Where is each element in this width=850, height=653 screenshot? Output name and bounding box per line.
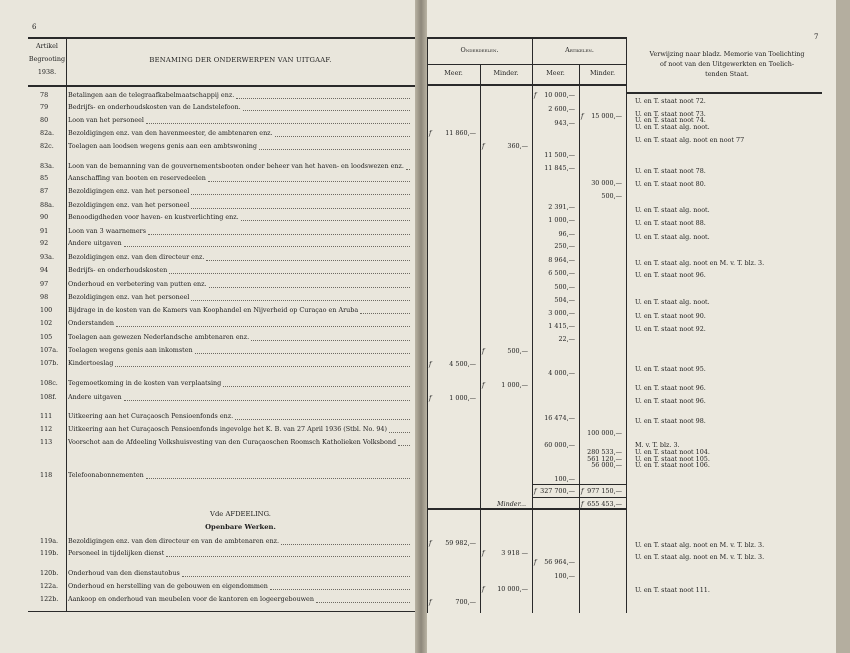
- article-description: Betalingen aan de telegraafkabelmaatschappij enz.: [68, 91, 235, 99]
- article-number: 107b.: [40, 359, 59, 367]
- amount-value: 3 918 —: [501, 549, 528, 557]
- right-header-rule: [427, 84, 627, 86]
- leader-dots: [241, 220, 410, 221]
- reference-note: U. en T. staat noot 96.: [635, 384, 706, 392]
- onderdeelen-header: Onderdeelen.: [460, 46, 499, 54]
- article-description: Toelagen aan loodsen wegens genis aan een ambtswoning: [68, 142, 257, 150]
- amount-value: 16 474,—: [544, 414, 575, 422]
- bottom-rule: [28, 611, 415, 612]
- book-gutter: [415, 0, 427, 653]
- article-description: Onderhoud van den dienstautobus: [68, 569, 180, 577]
- leader-dots: [148, 234, 410, 235]
- reference-note: U. en T. staat noot 111.: [635, 586, 710, 594]
- amount-value: 11 860,—: [445, 129, 476, 137]
- article-description: Loon van 3 waarnemers: [68, 227, 146, 235]
- verwijzing-header-line3: tenden Staat.: [705, 70, 749, 78]
- amount-value: 60 000,—: [544, 441, 575, 449]
- reference-note: U. en T. staat noot 78.: [635, 167, 706, 175]
- reference-note: U. en T. staat noot 96.: [635, 271, 706, 279]
- article-description: Voorschot aan de Afdeeling Volkshuisvesting van den Curaçaoschen Roomsch Katholieken Volksbond: [68, 438, 397, 446]
- article-number: 112: [40, 425, 53, 433]
- left-page: [0, 0, 415, 653]
- amount-value: 655 453,—: [587, 500, 622, 508]
- amount-value: 943,—: [554, 119, 575, 127]
- article-description: Andere uitgaven: [68, 393, 122, 401]
- article-number: 120b.: [40, 569, 59, 577]
- article-description: Kindertoeslag: [68, 359, 114, 367]
- article-description: Loon van de bemanning van de gouvernementsbooten onder beheer van het haven- en loodswezen enz.: [68, 162, 404, 170]
- article-description: Bezoldigingen enz. van den havenmeester, de ambtenaren enz.: [68, 129, 273, 137]
- guilder-sign: f: [534, 91, 537, 99]
- article-number: 87: [40, 187, 49, 195]
- reference-note: U. en T. staat noot 105.: [635, 455, 710, 463]
- article-description: Bezoldigingen enz. van het personeel: [68, 201, 190, 209]
- article-description: Andere uitgaven: [68, 239, 122, 247]
- leader-dots: [281, 544, 410, 545]
- article-number: 118: [40, 471, 53, 479]
- article-number: 98: [40, 293, 49, 301]
- guilder-sign: f: [429, 394, 432, 402]
- article-number: 107a.: [40, 346, 59, 354]
- article-description: Toelagen aan gewezen Nederlandsche ambtenaren enz.: [68, 333, 250, 341]
- amount-value: 2 391,—: [548, 203, 575, 211]
- article-description: Bijdrage in de kosten van de Kamers van Koophandel en Nijverheid op Curaçao en Aruba: [68, 306, 359, 314]
- guilder-sign: f: [482, 549, 485, 557]
- guilder-sign: f: [534, 487, 537, 495]
- leader-dots: [124, 400, 410, 401]
- leader-dots: [398, 445, 410, 446]
- right-top-rule: [427, 37, 627, 39]
- amount-value: 30 000,—: [591, 179, 622, 187]
- leader-dots: [146, 478, 410, 479]
- amount-value: 2 600,—: [548, 105, 575, 113]
- amount-value: 10 000,—: [544, 91, 575, 99]
- leader-dots: [270, 589, 410, 590]
- verwijzing-split-rule: [626, 37, 627, 613]
- amount-value: 327 700,—: [540, 487, 575, 495]
- article-number: 105: [40, 333, 53, 341]
- amount-value: 59 982,—: [445, 539, 476, 547]
- section-double-rule: [427, 508, 627, 510]
- header-description: BENAMING DER ONDERWERPEN VAN UITGAAF.: [149, 56, 332, 64]
- right-page: [427, 0, 840, 653]
- leader-dots: [191, 300, 410, 301]
- leader-dots: [124, 246, 410, 247]
- leader-dots: [406, 169, 410, 170]
- article-number: 119a.: [40, 537, 59, 545]
- verwijzing-header-line1: Verwijzing naar bladz. Memorie van Toelichting: [649, 50, 805, 58]
- leader-dots: [389, 432, 410, 433]
- article-description: Bedrijfs- en onderhoudskosten van de Landstelefoon.: [68, 103, 241, 111]
- article-number: 78: [40, 91, 49, 99]
- reference-note: U. en T. staat alg. noot.: [635, 298, 710, 306]
- reference-note: U. en T. staat noot 72.: [635, 97, 706, 105]
- leader-dots: [275, 136, 410, 137]
- leader-dots: [259, 149, 410, 150]
- reference-note: U. en T. staat noot 92.: [635, 325, 706, 333]
- right-page-number: 7: [814, 33, 819, 41]
- article-number: 90: [40, 213, 49, 221]
- article-number: 93a.: [40, 253, 54, 261]
- leader-dots: [191, 208, 410, 209]
- total-rule: [532, 497, 627, 498]
- article-description: Benoodigdheden voor haven- en kustverlichting enz.: [68, 213, 239, 221]
- article-number: 80: [40, 116, 49, 124]
- amount-value: 10 000,—: [497, 585, 528, 593]
- page-edge: [836, 0, 850, 653]
- amount-value: 11 845,—: [544, 164, 575, 172]
- amount-value: 280 533,—: [587, 448, 622, 456]
- amount-value: 1 415,—: [548, 322, 575, 330]
- article-number: 92: [40, 239, 49, 247]
- leader-dots: [360, 313, 410, 314]
- leader-dots: [235, 419, 410, 420]
- article-description: Telefoonabonnementen: [68, 471, 144, 479]
- header-begrooting: Begrooting: [28, 55, 66, 63]
- reference-note: U. en T. staat noot 106.: [635, 461, 710, 469]
- reference-note: U. en T. staat alg. noot.: [635, 206, 710, 214]
- article-number: 83a.: [40, 162, 54, 170]
- guilder-sign: f: [581, 500, 584, 508]
- header-bottom-rule: [28, 85, 415, 87]
- amount-value: 6 500,—: [548, 269, 575, 277]
- verwijzing-header-line2: of noot van den Uitgewerkten en Toelich-: [659, 60, 795, 68]
- leader-dots: [166, 556, 410, 557]
- amount-value: 96,—: [558, 230, 575, 238]
- header-year: 1938.: [37, 68, 57, 76]
- article-description: Bedrijfs- en onderhoudskosten: [68, 266, 168, 274]
- section-title: Vde AFDEELING.: [210, 510, 271, 518]
- amount-value: 977 150,—: [587, 487, 622, 495]
- reference-note: U. en T. staat noot 73.: [635, 110, 706, 118]
- article-number: 113: [40, 438, 53, 446]
- guilder-sign: f: [429, 539, 432, 547]
- leader-dots: [236, 98, 410, 99]
- article-number: 82a.: [40, 129, 54, 137]
- article-number: 97: [40, 280, 49, 288]
- reference-note: U. en T. staat noot 96.: [635, 397, 706, 405]
- guilder-sign: f: [581, 487, 584, 495]
- article-description: Bezoldigingen enz. van het personeel: [68, 187, 190, 195]
- leader-dots: [209, 287, 410, 288]
- article-description: Onderhoud en verbetering van putten enz.: [68, 280, 207, 288]
- article-description: Tegemoetkoming in de kosten van verplaatsing: [68, 379, 222, 387]
- amount-value: 1 000,—: [548, 216, 575, 224]
- subtotal-rule: [532, 484, 627, 485]
- leader-dots: [208, 181, 410, 182]
- verwijzing-rule: [627, 92, 822, 94]
- article-number: 108f.: [40, 393, 57, 401]
- amount-value: 8 964,—: [548, 256, 575, 264]
- subheader-rule: [427, 64, 627, 65]
- leader-dots: [182, 576, 410, 577]
- leader-dots: [195, 353, 410, 354]
- reference-note: U. en T. staat noot 98.: [635, 417, 706, 425]
- article-number: 122a.: [40, 582, 59, 590]
- amount-value: 3 000,—: [548, 309, 575, 317]
- amount-value: 100 000,—: [587, 429, 622, 437]
- ond-minder-header: Minder.: [493, 69, 519, 77]
- guilder-sign: f: [534, 558, 537, 566]
- reference-note: U. en T. staat noot 88.: [635, 219, 706, 227]
- article-number: 82c.: [40, 142, 54, 150]
- amount-value: 561 120,—: [587, 455, 622, 463]
- leader-dots: [191, 194, 410, 195]
- amount-value: 22,—: [558, 335, 575, 343]
- amount-value: 504,—: [554, 296, 575, 304]
- header-artikel: Artikel: [36, 42, 58, 50]
- art-meer-header: Meer.: [546, 69, 565, 77]
- article-number: 91: [40, 227, 49, 235]
- article-description: Uitkeering aan het Curaçaosch Pensioenfonds enz.: [68, 412, 234, 420]
- leader-dots: [251, 340, 410, 341]
- leader-dots: [223, 386, 410, 387]
- reference-note: U. en T. staat alg. noot en M. v. T. blz. 3.: [635, 541, 765, 549]
- article-number: 85: [40, 174, 49, 182]
- leader-dots: [116, 326, 410, 327]
- article-description: Onderhoud en herstelling van de gebouwen en eigendommen: [68, 582, 268, 590]
- amount-value: 4 000,—: [548, 369, 575, 377]
- amount-value: 15 000,—: [591, 112, 622, 120]
- amount-value: 1 000,—: [449, 394, 476, 402]
- amount-value: 56 000,—: [591, 461, 622, 469]
- article-description: Bezoldigingen enz. van het personeel: [68, 293, 190, 301]
- minder-total-label: Minder...: [497, 500, 527, 508]
- amount-value: 500,—: [507, 347, 528, 355]
- reference-note: U. en T. staat alg. noot en noot 77: [635, 136, 745, 144]
- article-number: 108c.: [40, 379, 58, 387]
- top-rule: [28, 37, 415, 39]
- amount-value: 250,—: [554, 242, 575, 250]
- guilder-sign: f: [429, 129, 432, 137]
- article-description: Onderstanden: [68, 319, 115, 327]
- article-description: Personeel in tijdelijken dienst: [68, 549, 165, 557]
- article-number: 100: [40, 306, 53, 314]
- guilder-sign: f: [581, 112, 584, 120]
- left-edge-rule: [427, 37, 428, 613]
- leader-dots: [169, 273, 410, 274]
- amount-value: 500,—: [554, 283, 575, 291]
- reference-note: U. en T. staat noot 90.: [635, 312, 706, 320]
- leader-dots: [243, 110, 410, 111]
- reference-note: U. en T. staat alg. noot.: [635, 123, 710, 131]
- amount-value: 11 500,—: [544, 151, 575, 159]
- amount-value: 1 000,—: [501, 381, 528, 389]
- guilder-sign: f: [482, 347, 485, 355]
- reference-note: U. en T. staat alg. noot en M. v. T. blz. 3.: [635, 259, 765, 267]
- left-page-number: 6: [32, 23, 37, 31]
- guilder-sign: f: [482, 142, 485, 150]
- article-number: 111: [40, 412, 53, 420]
- amount-value: 500,—: [601, 192, 622, 200]
- reference-note: U. en T. staat alg. noot.: [635, 233, 710, 241]
- amount-value: 56 964,—: [544, 558, 575, 566]
- article-description: Bezoldigingen enz. van den directeur enz.: [68, 253, 205, 261]
- reference-note: U. en T. staat alg. noot en M. v. T. blz. 3.: [635, 553, 765, 561]
- article-description: Loon van het personeel: [68, 116, 144, 124]
- reference-note: U. en T. staat noot 74.: [635, 116, 706, 124]
- article-description: Uitkeering aan het Curaçaosch Pensioenfonds ingevolge het K. B. van 27 April 1936 (Stbl. No. 94): [68, 425, 387, 433]
- guilder-sign: f: [482, 585, 485, 593]
- article-number: 119b.: [40, 549, 59, 557]
- article-number: 102: [40, 319, 53, 327]
- amount-value: 100,—: [554, 475, 575, 483]
- art-split-rule: [579, 64, 580, 613]
- amount-value: 100,—: [554, 572, 575, 580]
- guilder-sign: f: [482, 381, 485, 389]
- leader-dots: [146, 123, 410, 124]
- article-number: 79: [40, 103, 49, 111]
- article-number: 122b.: [40, 595, 59, 603]
- article-description: Aanschaffing van booten en reservedeelen: [68, 174, 206, 182]
- amount-value: 360,—: [507, 142, 528, 150]
- section-subtitle: Openbare Werken.: [205, 523, 276, 531]
- guilder-sign: f: [429, 360, 432, 368]
- article-number: 94: [40, 266, 49, 274]
- leader-dots: [115, 366, 410, 367]
- reference-note: U. en T. staat noot 104.: [635, 448, 710, 456]
- leader-dots: [316, 602, 410, 603]
- amount-value: 4 500,—: [449, 360, 476, 368]
- ond-meer-header: Meer.: [444, 69, 463, 77]
- reference-note: M. v. T. blz. 3.: [635, 441, 680, 449]
- reference-note: U. en T. staat noot 95.: [635, 365, 706, 373]
- article-description: Bezoldigingen enz. van den directeur en van de ambtenaren enz.: [68, 537, 280, 545]
- amount-value: 700,—: [455, 598, 476, 606]
- article-description: Toelagen wegens genis aan inkomsten: [68, 346, 193, 354]
- art-minder-header: Minder.: [590, 69, 615, 77]
- article-description: Aankoop en onderhoud van meubelen voor de kantoren en logeergebouwen: [68, 595, 314, 603]
- leader-dots: [206, 260, 410, 261]
- article-number: 88a.: [40, 201, 54, 209]
- artikelen-header: Artikelen.: [565, 46, 594, 54]
- reference-note: U. en T. staat noot 80.: [635, 180, 706, 188]
- guilder-sign: f: [429, 598, 432, 606]
